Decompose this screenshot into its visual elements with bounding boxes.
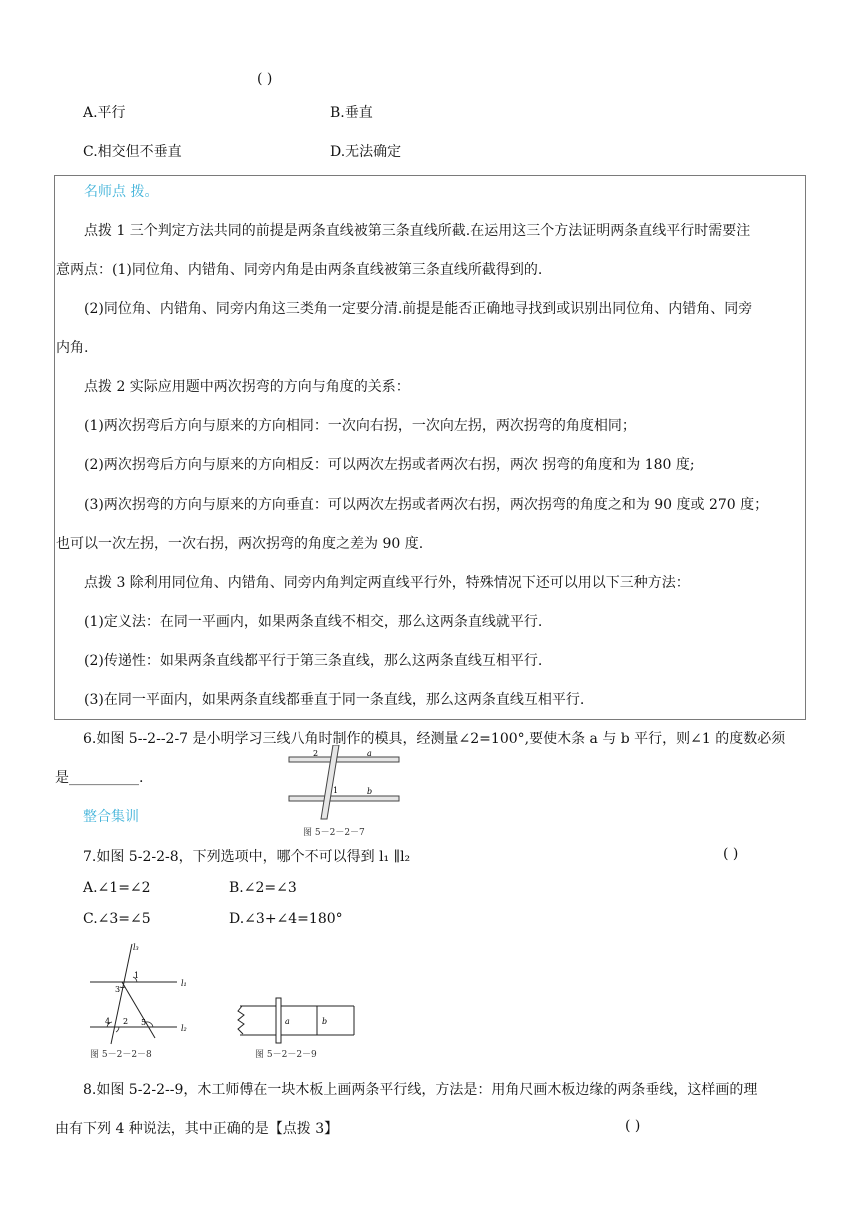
angle-3-label: 3 xyxy=(115,985,121,994)
tip-line: 点拨 2 实际应用题中两次拐弯的方向与角度的关系： xyxy=(84,379,410,395)
tip-line: 内角. xyxy=(56,340,89,356)
tip-line: (2)传递性：如果两条直线都平行于第三条直线，那么这两条直线互相平行. xyxy=(84,653,543,669)
q8-line2: 由有下列 4 种说法，其中正确的是【点拨 3】 xyxy=(55,1121,339,1137)
q6-line1: 6.如图 5--2--2-7 是小明学习三线八角时制作的模具，经测量∠2=100°,要使木条 a 与 b 平行，则∠1 的度数必须 xyxy=(83,731,786,747)
tip-line: (1)两次拐弯后方向与原来的方向相同：一次向右拐，一次向左拐，两次拐弯的角度相同； xyxy=(84,418,636,434)
tip-line: (2)同位角、内错角、同旁内角这三类角一定要分清.前提是能否正确地寻找到或识别出同位角、内错角、同旁 xyxy=(84,301,753,317)
tip-line: 点拨 1 三个判定方法共同的前提是两条直线被第三条直线所截.在运用这三个方法证明两条直线平行时需要注 xyxy=(84,223,751,239)
angle-2-label: 2 xyxy=(313,749,319,758)
tip-line: 意两点：(1)同位角、内错角、同旁内角是由两条直线被第三条直线所截得到的. xyxy=(56,262,543,278)
option-a: A.平行 xyxy=(83,105,126,121)
option-d: D.无法确定 xyxy=(330,144,402,160)
figure-5-2-2-9 xyxy=(230,990,360,1065)
figure-5-2-2-8 xyxy=(85,940,195,1065)
section-heading: 整合集训 xyxy=(83,809,139,825)
angle-5-label: 5 xyxy=(141,1018,147,1027)
line-b-label: b xyxy=(322,1017,328,1026)
angle-4-label: 4 xyxy=(105,1017,111,1026)
figure-caption: 图 5－2－2－8 xyxy=(90,1050,152,1060)
figure-5-2-2-7 xyxy=(283,745,403,840)
q7-option-b: B.∠2=∠3 xyxy=(229,880,297,896)
q7-option-d: D.∠3+∠4=180° xyxy=(229,911,343,927)
q7-stem: 7.如图 5-2-2-8，下列选项中，哪个不可以得到 l₁ ∥l₂ xyxy=(83,849,411,865)
tip-line: 点拨 3 除利用同位角、内错角、同旁内角判定两直线平行外，特殊情况下还可以用以下三种方法： xyxy=(84,575,690,591)
line-a-label: a xyxy=(285,1017,290,1026)
q7-option-c: C.∠3=∠5 xyxy=(83,911,151,927)
q8-line1: 8.如图 5-2-2--9，木工师傅在一块木板上画两条平行线，方法是：用角尺画木板边缘的两条垂线，这样画的理 xyxy=(83,1082,758,1098)
option-b: B.垂直 xyxy=(330,105,373,121)
q7-option-a: A.∠1=∠2 xyxy=(83,880,151,896)
tip-line: (3)两次拐弯的方向与原来的方向垂直：可以两次左拐或者两次右拐，两次拐弯的角度之和为 90 度或 270 度； xyxy=(84,497,769,513)
tip-line: (1)定义法：在同一平画内，如果两条直线不相交，那么这两条直线就平行. xyxy=(84,614,543,630)
angle-2-label: 2 xyxy=(123,1017,129,1026)
l2-label: l₂ xyxy=(181,1024,187,1033)
tips-heading: 名师点 拨。 xyxy=(84,184,159,200)
tip-line: 也可以一次左拐，一次右拐，两次拐弯的角度之差为 90 度. xyxy=(56,536,424,552)
l1-label: l₁ xyxy=(181,979,187,988)
q7-paren: ( ) xyxy=(723,846,739,862)
q6-line2: 是__________. xyxy=(55,770,144,786)
tip-line: (2)两次拐弯后方向与原来的方向相反：可以两次左拐或者两次右拐，两次 拐弯的角度和为 180 度; xyxy=(84,457,695,473)
l3-label: l₃ xyxy=(133,943,139,952)
angle-1-label: 1 xyxy=(333,786,339,795)
figure-caption: 图 5－2－2－7 xyxy=(303,828,365,838)
figure-caption: 图 5－2－2－9 xyxy=(255,1050,317,1060)
option-c: C.相交但不垂直 xyxy=(83,144,182,160)
line-b-label: b xyxy=(367,787,373,796)
line-a-label: a xyxy=(367,749,372,758)
answer-paren: ( ) xyxy=(257,71,273,87)
angle-1-label: 1 xyxy=(134,971,140,980)
tips-box xyxy=(54,175,806,720)
tip-line: (3)在同一平面内，如果两条直线都垂直于同一条直线，那么这两条直线互相平行. xyxy=(84,692,585,708)
q8-paren: ( ) xyxy=(625,1118,641,1134)
